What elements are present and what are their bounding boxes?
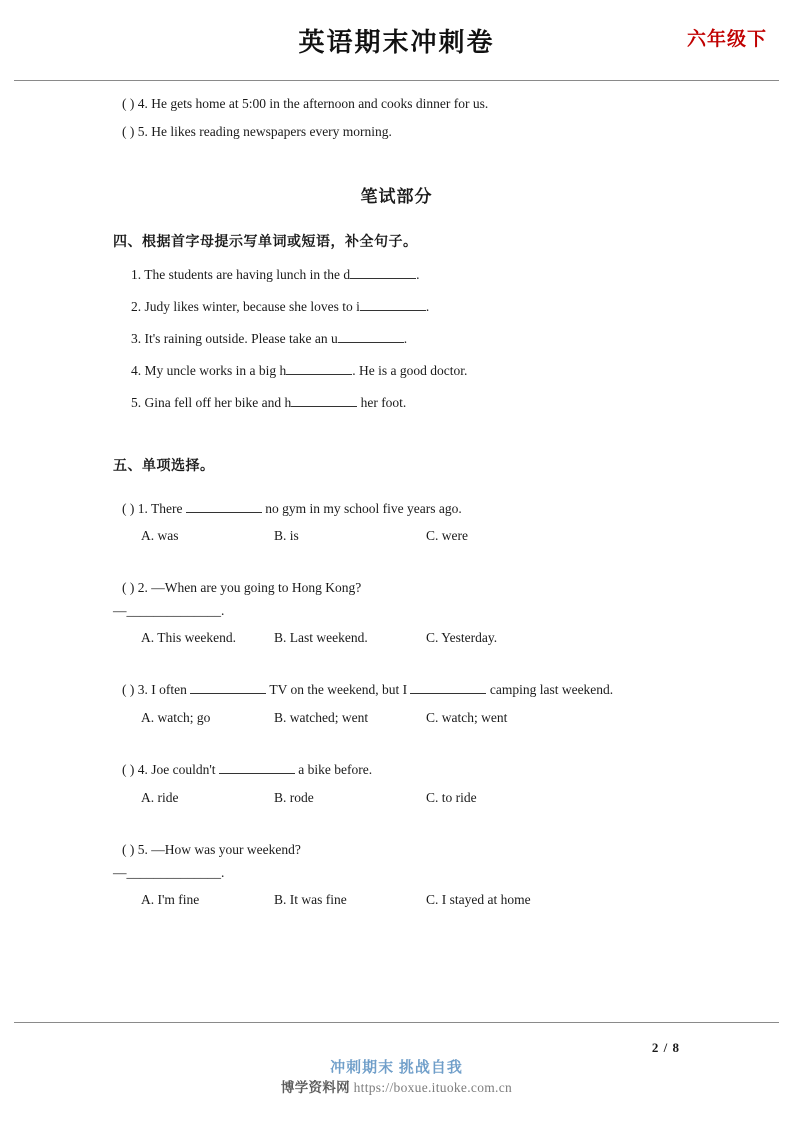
s4-before-3: It's raining outside. Please take an u bbox=[144, 331, 338, 346]
s4-before-1: The students are having lunch in the d bbox=[144, 267, 351, 282]
mc-stem-1: There bbox=[151, 501, 183, 516]
mc-mark-4: ( ) 4. bbox=[122, 762, 148, 777]
tf-mark-5: ( ) 5. bbox=[122, 124, 148, 139]
option-a-q4[interactable]: A. ride bbox=[141, 790, 179, 805]
option-c-q1[interactable]: C. were bbox=[426, 528, 468, 543]
list-item bbox=[122, 682, 793, 698]
footer-slogan: 冲刺期末 挑战自我 bbox=[330, 1060, 463, 1076]
list-item bbox=[131, 395, 793, 411]
page-header bbox=[0, 0, 793, 78]
section-4-heading: 四、根据首字母提示写单词或短语，补全句子。 bbox=[113, 235, 418, 250]
s4-before-4: My uncle works in a big h bbox=[144, 363, 287, 378]
watermark bbox=[0, 1076, 793, 1096]
option-row bbox=[141, 710, 793, 726]
footer-divider bbox=[14, 1022, 779, 1023]
mc-stem-1-after: no gym in my school five years ago. bbox=[265, 501, 462, 516]
option-c-q2[interactable]: C. Yesterday. bbox=[426, 630, 498, 645]
option-a-q1[interactable]: A. was bbox=[141, 528, 179, 543]
page-title: 英语期末冲刺卷 bbox=[298, 28, 495, 57]
mc-mark-2: ( ) 2. bbox=[122, 580, 148, 595]
fill-blank[interactable] bbox=[219, 773, 295, 774]
fill-blank[interactable] bbox=[291, 406, 357, 407]
fill-blank[interactable] bbox=[286, 374, 352, 375]
option-row bbox=[141, 790, 793, 806]
header-divider bbox=[14, 80, 779, 81]
mc-stem-3-after: camping last weekend. bbox=[489, 682, 614, 697]
mc-stem-4: Joe couldn't bbox=[151, 762, 216, 777]
answer-line-q2[interactable]: —______________. bbox=[113, 603, 225, 618]
option-c-q5[interactable]: C. I stayed at home bbox=[426, 892, 531, 907]
section-5-heading: 五、单项选择。 bbox=[113, 459, 215, 474]
mc-mark-5: ( ) 5. bbox=[122, 842, 148, 857]
s4-after-2: . bbox=[425, 299, 430, 314]
written-part-title: 笔试部分 bbox=[360, 187, 433, 206]
s4-before-2: Judy likes winter, because she loves to i bbox=[144, 299, 360, 314]
fill-blank[interactable] bbox=[338, 342, 404, 343]
page-number: 2 / 8 bbox=[651, 1040, 680, 1055]
option-c-q4[interactable]: C. to ride bbox=[426, 790, 477, 805]
mc-stem-3: I often bbox=[151, 682, 187, 697]
watermark-site-name: 博学资料网 bbox=[280, 1080, 350, 1095]
fill-blank[interactable] bbox=[350, 278, 416, 279]
s4-num-3: 3. bbox=[131, 331, 142, 346]
option-b-q1[interactable]: B. is bbox=[274, 528, 299, 543]
option-c-q3[interactable]: C. watch; went bbox=[426, 710, 508, 725]
s4-before-5: Gina fell off her bike and h bbox=[144, 395, 292, 410]
s4-after-5: her foot. bbox=[360, 395, 407, 410]
s4-after-1: . bbox=[416, 267, 420, 282]
mc-stem-4-after: a bike before. bbox=[298, 762, 373, 777]
mc-mark-3: ( ) 3. bbox=[122, 682, 148, 697]
option-b-q3[interactable]: B. watched; went bbox=[274, 710, 369, 725]
mc-mark-1: ( ) 1. bbox=[122, 501, 148, 516]
s4-num-4: 4. bbox=[131, 363, 142, 378]
option-b-q4[interactable]: B. rode bbox=[274, 790, 314, 805]
list-item bbox=[122, 501, 793, 517]
option-row bbox=[141, 630, 793, 646]
option-a-q5[interactable]: A. I'm fine bbox=[141, 892, 200, 907]
list-item bbox=[122, 96, 793, 112]
list-item bbox=[131, 363, 793, 379]
fill-blank[interactable] bbox=[186, 512, 262, 513]
list-item bbox=[131, 299, 793, 315]
mc-stem-3-mid: TV on the weekend, but I bbox=[269, 682, 408, 697]
list-item bbox=[122, 124, 793, 140]
tf-mark-4: ( ) 4. bbox=[122, 96, 148, 111]
option-b-q2[interactable]: B. Last weekend. bbox=[274, 630, 368, 645]
option-a-q2[interactable]: A. This weekend. bbox=[141, 630, 236, 645]
tf-text-4: He gets home at 5:00 in the afternoon and cooks dinner for us. bbox=[151, 96, 489, 111]
s4-num-2: 2. bbox=[131, 299, 142, 314]
list-item bbox=[122, 762, 793, 778]
tf-text-5: He likes reading newspapers every morning. bbox=[151, 124, 392, 139]
fill-blank[interactable] bbox=[190, 693, 266, 694]
s4-after-3: . bbox=[403, 331, 408, 346]
s4-num-1: 1. bbox=[131, 267, 142, 282]
mc-stem-2: —When are you going to Hong Kong? bbox=[151, 580, 362, 595]
option-row bbox=[141, 892, 793, 908]
option-a-q3[interactable]: A. watch; go bbox=[141, 710, 211, 725]
page-content bbox=[0, 96, 793, 908]
grade-label: 六年级下 bbox=[686, 29, 767, 50]
answer-line-q5[interactable]: —______________. bbox=[113, 865, 225, 880]
s4-num-5: 5. bbox=[131, 395, 142, 410]
list-item bbox=[122, 580, 793, 596]
list-item bbox=[131, 267, 793, 283]
s4-after-4: . He is a good doctor. bbox=[352, 363, 468, 378]
list-item bbox=[131, 331, 793, 347]
option-b-q5[interactable]: B. It was fine bbox=[274, 892, 347, 907]
fill-blank[interactable] bbox=[360, 310, 426, 311]
watermark-url: https://boxue.ituoke.com.cn bbox=[353, 1080, 513, 1095]
list-item bbox=[122, 842, 793, 858]
fill-blank[interactable] bbox=[410, 693, 486, 694]
mc-stem-5: —How was your weekend? bbox=[151, 842, 301, 857]
option-row bbox=[141, 528, 793, 544]
